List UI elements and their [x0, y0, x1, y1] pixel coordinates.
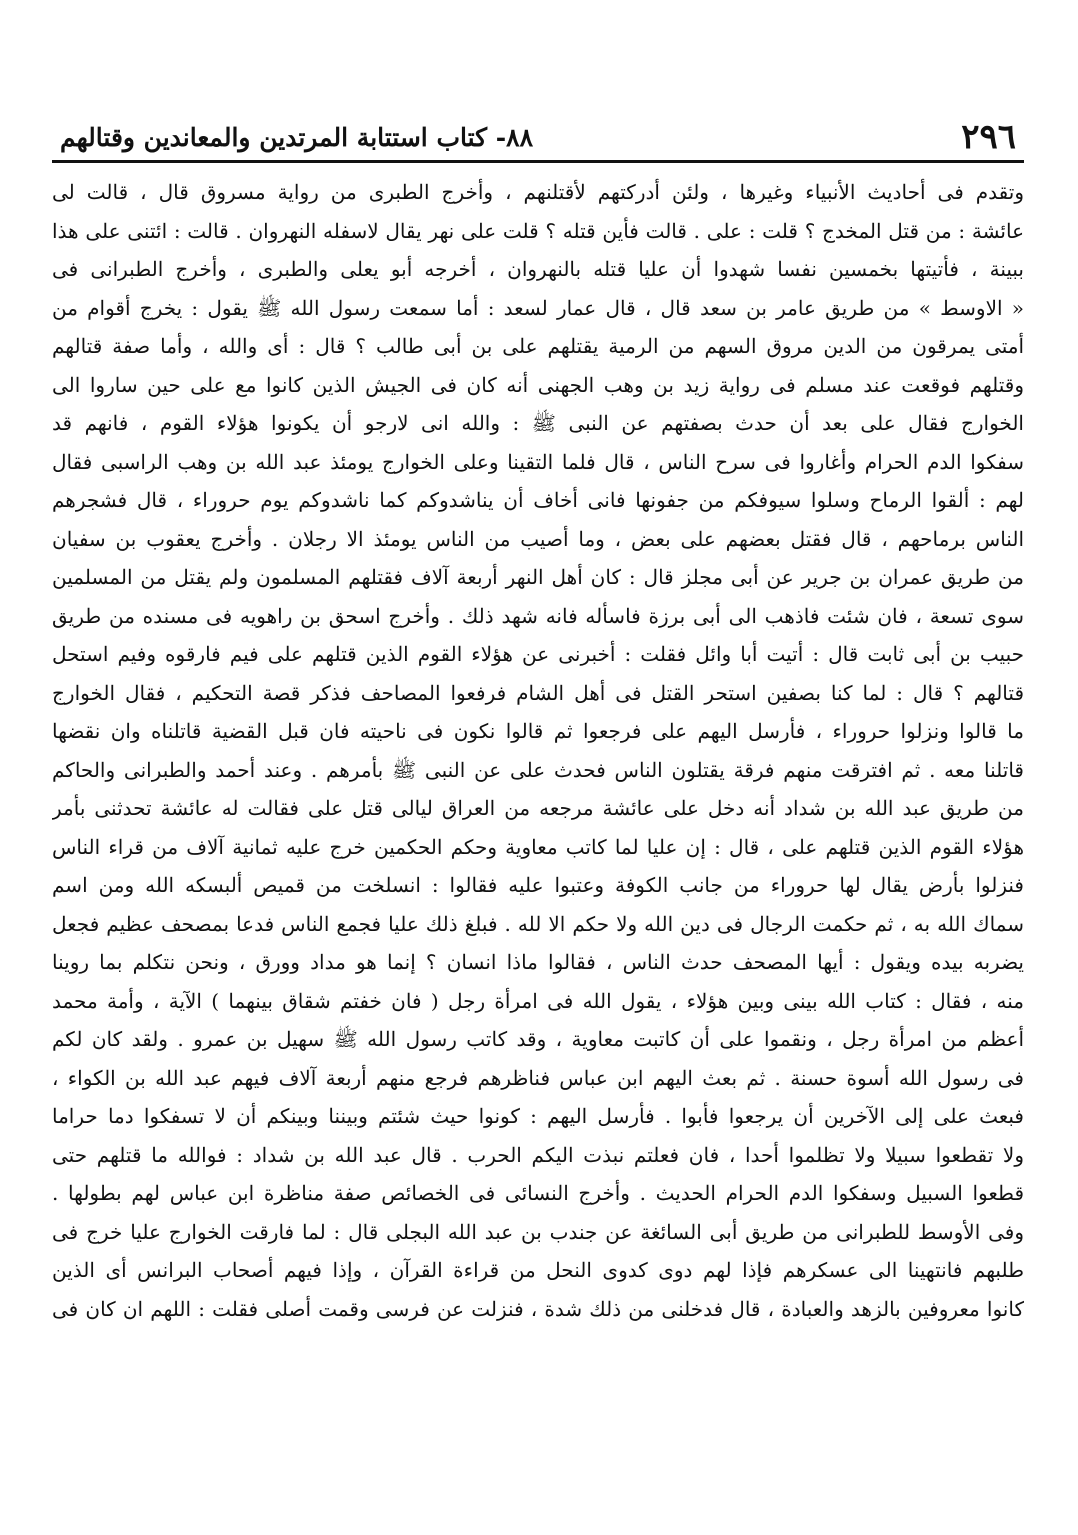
text-line: سماك الله به ، ثم حكمت الرجال فى دين الله ولا حكم الا لله . فبلغ ذلك عليا فجمع الناس فدعا بمصحف عظيم فجعل	[52, 911, 1024, 936]
text-line: ما قالوا ونزلوا حروراء ، فأرسل اليهم على فرجعوا ثم قالوا نكون فى ناحيته فان قبل القضية قاتلناه وان نقضها	[52, 719, 1024, 743]
text-line: طلبهم فانتهينا الى عسكرهم فإذا لهم دوى كدوى النحل من قراءة القرآن ، وإذا فيهم أصحاب البرانس أى الذين	[52, 1258, 1024, 1282]
header-rule	[52, 160, 1024, 163]
text-line: قتالهم ؟ قال : لما كنا بصفين استحر القتل فى أهل الشام فرفعوا المصاحف فذكر قصة التحكيم ، فقال الخوارج	[52, 680, 1024, 705]
text-line: الخوارج فقال على بعد أن حدث بصفتهم عن النبى ﷺ : والله انى لارجو أن يكونوا هؤلاء القوم ، فانهم قد	[52, 411, 1024, 435]
text-line: فبعث على إلى الآخرين أن يرجعوا فأبوا . فأرسل اليهم : كونوا حيث شئتم وبيننا وبينكم أن لا تسفكوا دما حراما	[52, 1104, 1024, 1128]
text-line: من طريق عبد الله بن شداد أنه دخل على عائشة مرجعه من العراق ليالى قتل على فقالت له عائشة تحدثنى بأمر	[52, 796, 1024, 820]
text-line: يضربه بيده ويقول : أيها المصحف حدث الناس ، فقالوا ماذا انسان ؟ إنما هو مداد وورق ، ونحن نتكلم بما روينا	[52, 950, 1024, 974]
book-page	[52, 88, 1024, 1508]
text-line: ببينة ، فأتيتها بخمسين نفسا شهدوا أن عليا قتله بالنهروان ، أخرجه أبو يعلى والطبرى ، وأخرج الطبرانى فى	[52, 257, 1024, 281]
text-line: قطعوا السبيل وسفكوا الدم الحرام الحديث . وأخرج النسائى فى الخصائص صفة مناظرة ابن عباس لهم بطولها .	[52, 1181, 1024, 1205]
text-line: أعظم من امرأة رجل ، ونقموا على أن كاتبت معاوية ، وقد كاتب رسول الله ﷺ سهيل بن عمرو . ولقد كان لكم	[52, 1027, 1024, 1051]
text-line: « الاوسط » من طريق عامر بن سعد قال ، قال عمار لسعد : أما سمعت رسول الله ﷺ يقول : يخرج أقوام من	[52, 295, 1024, 320]
text-line: وتقدم فى أحاديث الأنبياء وغيرها ، ولئن أدركتهم لأقتلنهم ، وأخرج الطبرى من رواية مسروق قال ، قالت لى	[52, 180, 1024, 204]
text-line: أمتى يمرقون من الدين مروق السهم من الرمية يقتلهم على بن أبى طالب ؟ قال : أى والله ، وأما صفة قتالهم	[52, 334, 1024, 358]
text-line: سوى تسعة ، فان شئت فاذهب الى أبى برزة فاسأله فانه شهد ذلك . وأخرج اسحق بن راهويه فى مسنده من طريق	[52, 603, 1024, 628]
text-line: عائشة : من قتل المخدج ؟ قلت : على . قالت فأين قتله ؟ قلت على نهر يقال لاسفله النهروان . قالت : ائتنى على هذا	[52, 218, 1024, 243]
text-line: وفى الأوسط للطبرانى من طريق أبى السائغة عن جندب بن عبد الله البجلى قال : لما فارقت الخوارج عليا خرج فى	[52, 1219, 1024, 1244]
text-line: كانوا معروفين بالزهد والعبادة ، قال فدخلنى من ذلك شدة ، فنزلت عن فرسى وقمت أصلى فقلت : اللهم ان كان فى	[52, 1296, 1024, 1321]
page-number: ٢٩٦	[961, 117, 1016, 157]
text-line: هؤلاء القوم الذين قتلهم على ، قال : إن عليا لما كاتب معاوية وحكم الحكمين خرج عليه ثمانية آلاف من قراء الناس	[52, 834, 1024, 859]
text-line: حبيب بن أبى ثابت قال : أتيت أبا وائل فقلت : أخبرنى عن هؤلاء القوم الذين قتلهم على فيم فارقوه وفيم استحل	[52, 642, 1024, 666]
text-line: فى رسول الله أسوة حسنة . ثم بعث اليهم ابن عباس فناظرهم فرجع منهم أربعة آلاف فيهم عبد الله بن الكواء ،	[52, 1065, 1024, 1090]
text-line: وقتلهم فوقعت عند مسلم فى رواية زيد بن وهب الجهنى أنه كان فى الجيش الذين كانوا مع على حين ساروا الى	[52, 372, 1024, 397]
text-line: قاتلنا معه . ثم افترقت منهم فرقة يقتلون الناس فحدث على عن النبى ﷺ بأمرهم . وعند أحمد والطبرانى والحاكم	[52, 757, 1024, 782]
text-line: من طريق عمران بن جرير عن أبى مجلز قال : كان أهل النهر أربعة آلاف فقتلهم المسلمون ولم يقتل من المسلمين	[52, 565, 1024, 589]
page-header	[52, 88, 1024, 160]
text-line: سفكوا الدم الحرام وأغاروا فى سرح الناس ، قال فلما التقينا وعلى الخوارج يومئذ عبد الله بن وهب الراسبى فقال	[52, 449, 1024, 474]
text-line: فنزلوا بأرض يقال لها حروراء من جانب الكوفة وعتبوا عليه فقالوا : انسلخت من قميص ألبسكه الله ومن اسم	[52, 873, 1024, 897]
text-line: لهم : ألقوا الرماح وسلوا سيوفكم من جفونها فانى أخاف أن يناشدوكم كما ناشدوكم يوم حروراء ، قال فشجرهم	[52, 488, 1024, 512]
text-line: منه ، فقال : كتاب الله بينى وبين هؤلاء ، يقول الله فى امرأة رجل ( فان خفتم شقاق بينهما ) الآية ، وأمة محمد	[52, 988, 1024, 1013]
body-text	[52, 173, 1024, 1328]
text-line: ولا تقطعوا سبيلا ولا تظلموا أحدا ، فان فعلتم نبذت اليكم الحرب . قال عبد الله بن شداد : فوالله ما قتلهم حتى	[52, 1142, 1024, 1167]
text-line: الناس برماحهم ، قال فقتل بعضهم على بعض ، وما أصيب من الناس يومئذ الا رجلان . وأخرج يعقوب بن سفيان	[52, 526, 1024, 551]
running-title: ٨٨- كتاب استتابة المرتدين والمعاندين وقتالهم	[60, 123, 533, 152]
